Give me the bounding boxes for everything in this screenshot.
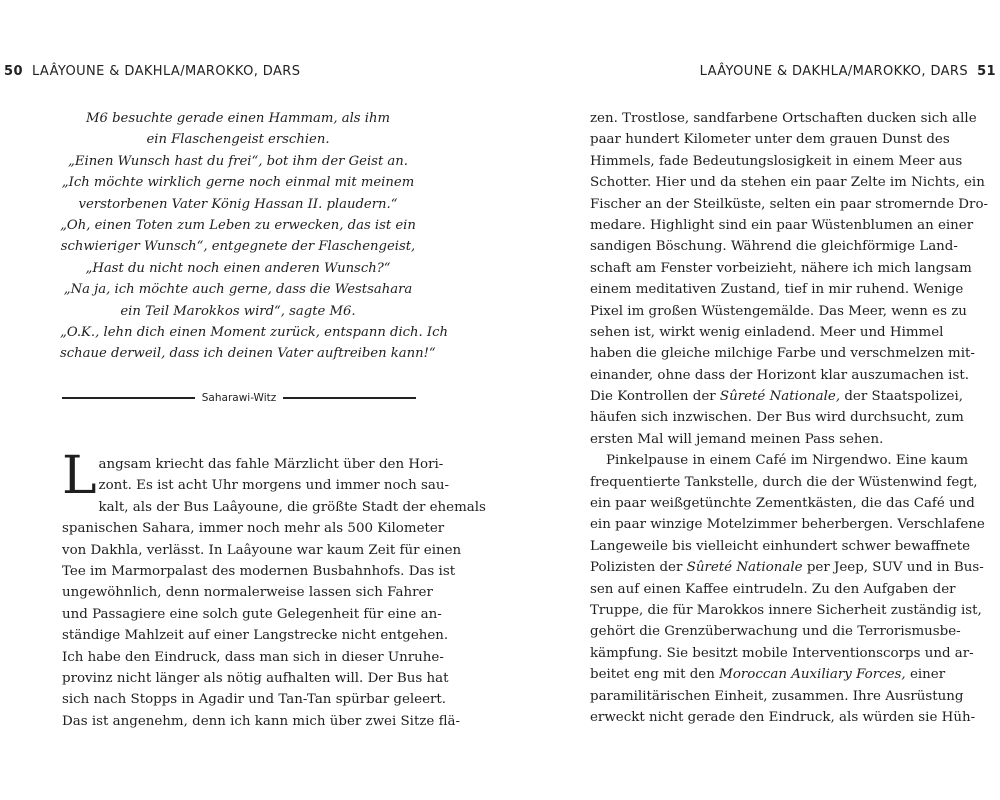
body-line [590,664,946,685]
body-line: Das ist angenehm, denn ich kann mich über zwei Sitze flä- [62,713,461,729]
text-run: einer [905,667,946,683]
text-run: Die Kontrollen der [590,389,720,405]
body-line: erweckt nicht gerade den Eindruck, als würden sie Hüh- [590,709,976,725]
epigraph-joke [60,108,449,365]
left-page-body [62,446,486,732]
attribution-rule-right [283,397,416,399]
italic-term: Sûreté Nationale, [719,389,841,405]
body-line: Schotter. Hier und da stehen ein paar Zelte im Nichts, ein [590,175,985,191]
body-line: und Passagiere eine solch gute Gelegenheit für eine an- [62,606,442,622]
joke-attribution [62,392,416,404]
joke-line: „Na ja, ich möchte auch gerne, dass die Westsahara [63,282,413,298]
body-line: Ich habe den Eindruck, dass man sich in dieser Unruhe- [62,649,444,665]
body-line [590,386,963,407]
body-line: frequentierte Tankstelle, durch die der Wüstenwind fegt, [590,474,978,490]
text-run: Polizisten der [590,560,687,576]
body-line: ständige Mahlzeit auf einer Langstrecke nicht entgehen. [62,628,449,644]
joke-line: schwieriger Wunsch“, entgegnete der Flaschengeist, [60,239,416,255]
body-line: kämpfung. Sie besitzt mobile Interventionscorps und ar- [590,645,974,661]
attribution-rule-left [62,397,195,399]
left-header-title: LAÂYOUNE & DAKHLA/MAROKKO, DARS [31,64,301,79]
text-run: beitet eng mit den [590,667,720,683]
body-line: sehen ist, wirkt wenig einladend. Meer und Himmel [590,324,944,340]
attribution-label: Saharawi-Witz [201,392,277,404]
body-line: medare. Highlight sind ein paar Wüstenblumen an einer [590,217,974,233]
body-line: zen. Trostlose, sandfarbene Ortschaften ducken sich alle [590,111,977,126]
body-line: paar hundert Kilometer unter dem grauen Dunst des [590,132,950,148]
joke-line: verstorbenen Vater König Hassan II. plaudern.“ [78,196,398,212]
body-line: ein paar winzige Motelzimmer beherbergen. Verschlafene [590,517,985,533]
body-line: ein paar weißgetünchte Zementkästen, die das Café und [590,496,975,512]
body-line [590,557,984,578]
body-line: Langeweile bis vielleicht einhundert schwer bewaffnete [590,538,971,554]
body-line: spanischen Sahara, immer noch mehr als 500 Kilometer [62,521,445,537]
body-line: ungewöhnlich, denn normalerweise lassen sich Fahrer [62,585,433,601]
italic-term: Moroccan Auxiliary Forces, [719,667,906,683]
body-line: einem meditativen Zustand, tief in mir ruhend. Wenige [590,282,964,298]
body-line: sandigen Böschung. Während die gleichförmige Land- [590,239,958,255]
joke-line: „Oh, einen Toten zum Leben zu erwecken, das ist ein [60,218,416,234]
joke-line: schaue derweil, dass ich deinen Vater auftreiben kann!“ [60,346,436,362]
body-line: haben die gleiche milchige Farbe und verschmelzen mit- [590,346,975,362]
joke-line: „Ich möchte wirklich gerne noch einmal mit meinem [61,175,415,191]
body-line: Tee im Marmorpalast des modernen Busbahnhofs. Das ist [62,563,456,579]
joke-line: M6 besuchte gerade einen Hammam, als ihm [85,111,390,126]
body-line: häufen sich inzwischen. Der Bus wird durchsucht, zum [590,410,964,426]
body-line: Himmels, fade Bedeutungslosigkeit in einem Meer aus [590,153,963,169]
left-page-number: 50 [4,64,23,79]
left-running-header [4,64,300,79]
body-line: provinz nicht länger als nötig aufhalten will. Der Bus hat [62,670,449,686]
joke-line: „Hast du nicht noch einen anderen Wunsch?“ [85,260,391,276]
right-page-number: 51 [977,64,996,79]
body-line: kalt, als der Bus Laâyoune, die größte Stadt der ehemals [98,499,486,515]
body-line: schaft am Fenster vorbeizieht, nähere ich mich langsam [590,260,972,276]
body-line: zont. Es ist acht Uhr morgens und immer noch sau- [98,478,449,494]
body-line: sen auf einen Kaffee eintrudeln. Zu den Aufgaben der [590,581,956,597]
text-run: per Jeep, SUV und in Bus- [802,560,984,576]
text-run: der Staatspolizei, [840,389,963,405]
body-line: Truppe, die für Marokkos innere Sicherheit zuständig ist, [590,602,982,618]
body-line: paramilitärischen Einheit, zusammen. Ihre Ausrüstung [590,688,964,704]
body-line: einander, ohne dass der Horizont klar auszumachen ist. [590,367,969,383]
body-line: Fischer an der Steilküste, selten ein paar stromernde Dro- [590,196,989,212]
drop-cap: L [62,446,97,506]
body-line: ersten Mal will jemand meinen Pass sehen. [590,431,884,447]
right-header-title: LAÂYOUNE & DAKHLA/MAROKKO, DARS [699,64,969,79]
body-line: sich nach Stopps in Agadir und Tan-Tan spürbar geleert. [62,692,447,708]
body-line: Pixel im großen Wüstengemälde. Das Meer, wenn es zu [590,303,967,319]
right-running-header [700,64,996,79]
body-line: Pinkelpause in einem Café im Nirgendwo. Eine kaum [606,453,969,469]
joke-line: „O.K., lehn dich einen Moment zurück, entspann dich. Ich [60,325,449,341]
joke-line: ein Flaschengeist erschien. [146,132,330,148]
joke-line: ein Teil Marokkos wird“, sagte M6. [120,303,356,319]
body-line: angsam kriecht das fahle Märzlicht über den Hori- [98,457,444,472]
right-page-body [590,108,989,728]
joke-line: „Einen Wunsch hast du frei“, bot ihm der Geist an. [68,153,408,169]
body-line: gehört die Grenzüberwachung und die Terrorismusbe- [590,624,961,640]
body-line: von Dakhla, verlässt. In Laâyoune war kaum Zeit für einen [62,542,462,558]
italic-term: Sûreté Nationale [686,560,803,576]
